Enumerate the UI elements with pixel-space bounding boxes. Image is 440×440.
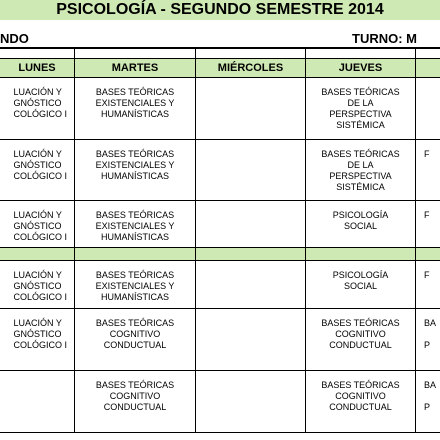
schedule-cell-martes (75, 261, 195, 308)
course-name: F (424, 149, 430, 159)
course-name: BASES TEÓRICAS COGNITIVO CONDUCTUAL (95, 318, 175, 350)
day-header-jueves: JUEVES (338, 62, 383, 74)
course-name: BASES TEÓRICAS COGNITIVO CONDUCTUAL (95, 380, 175, 412)
course-name: BASES TEÓRICAS EXISTENCIALES Y HUMANÍSTICAS (95, 210, 175, 242)
day-header-miercoles: MIÉRCOLES (217, 62, 284, 74)
schedule-cell-lunes (0, 371, 73, 432)
schedule-cell-viernes (416, 140, 440, 200)
shift-label: TURNO: M (352, 31, 417, 46)
break-row-band (0, 248, 440, 260)
course-name: F (424, 210, 430, 220)
schedule-cell-miercoles (196, 309, 305, 370)
schedule-cell-jueves (306, 78, 415, 139)
schedule-cell-miercoles (196, 371, 305, 432)
schedule-cell-lunes (0, 261, 73, 308)
schedule-cell-viernes (416, 201, 440, 247)
course-name: BASES TEÓRICAS EXISTENCIALES Y HUMANÍSTICAS (95, 87, 175, 119)
schedule-cell-jueves (306, 371, 415, 432)
schedule-cell-martes (75, 201, 195, 247)
schedule-cell-viernes (416, 309, 440, 370)
course-name: F (424, 270, 430, 280)
subtitle-left-label: NDO (0, 31, 29, 46)
schedule-cell-miercoles (196, 78, 305, 139)
schedule-cell-viernes (416, 78, 440, 139)
schedule-cell-jueves (306, 201, 415, 247)
course-name: BASES TEÓRICAS EXISTENCIALES Y HUMANÍSTICAS (95, 270, 175, 302)
schedule-cell-viernes (416, 371, 440, 432)
course-name: BA P (424, 380, 437, 412)
schedule-cell-lunes (0, 78, 73, 139)
schedule-cell-martes (75, 371, 195, 432)
course-name: LUACIÓN Y GNÓSTICO COLÓGICO I (13, 318, 67, 350)
schedule-cell-miercoles (196, 140, 305, 200)
grid-hline (0, 247, 440, 248)
schedule-cell-martes (75, 140, 195, 200)
grid-hline (0, 47, 440, 49)
schedule-cell-lunes (0, 140, 73, 200)
course-name: PSICOLOGÍA SOCIAL (332, 210, 389, 231)
schedule-cell-martes (75, 78, 195, 139)
course-name: LUACIÓN Y GNÓSTICO COLÓGICO I (13, 270, 67, 302)
schedule-cell-viernes (416, 261, 440, 308)
grid-hline (0, 58, 440, 59)
course-name: BASES TEÓRICAS COGNITIVO CONDUCTUAL (321, 318, 400, 350)
day-header-lunes: LUNES (18, 62, 56, 74)
schedule-cell-jueves (306, 309, 415, 370)
schedule-cell-jueves (306, 140, 415, 200)
course-name: BASES TEÓRICAS COGNITIVO CONDUCTUAL (321, 380, 400, 412)
course-name: BASES TEÓRICAS DE LA PERSPECTIVA SISTÉMICA (321, 149, 400, 192)
course-name: PSICOLOGÍA SOCIAL (332, 270, 389, 291)
schedule-cell-lunes (0, 309, 73, 370)
day-header-martes: MARTES (111, 62, 159, 74)
grid-hline (0, 432, 440, 433)
course-name: LUACIÓN Y GNÓSTICO COLÓGICO I (13, 87, 67, 119)
course-name: LUACIÓN Y GNÓSTICO COLÓGICO I (13, 149, 67, 181)
course-name: BASES TEÓRICAS EXISTENCIALES Y HUMANÍSTICAS (95, 149, 175, 181)
schedule-cell-miercoles (196, 261, 305, 308)
page-title: PSICOLOGÍA - SEGUNDO SEMESTRE 2014 (56, 1, 384, 18)
course-name: BASES TEÓRICAS DE LA PERSPECTIVA SISTÉMICA (321, 87, 400, 130)
schedule-cell-jueves (306, 261, 415, 308)
schedule-cell-lunes (0, 201, 73, 247)
schedule-cell-miercoles (196, 201, 305, 247)
schedule-cell-martes (75, 309, 195, 370)
course-name: BA P (424, 318, 437, 350)
course-name: LUACIÓN Y GNÓSTICO COLÓGICO I (13, 210, 67, 242)
